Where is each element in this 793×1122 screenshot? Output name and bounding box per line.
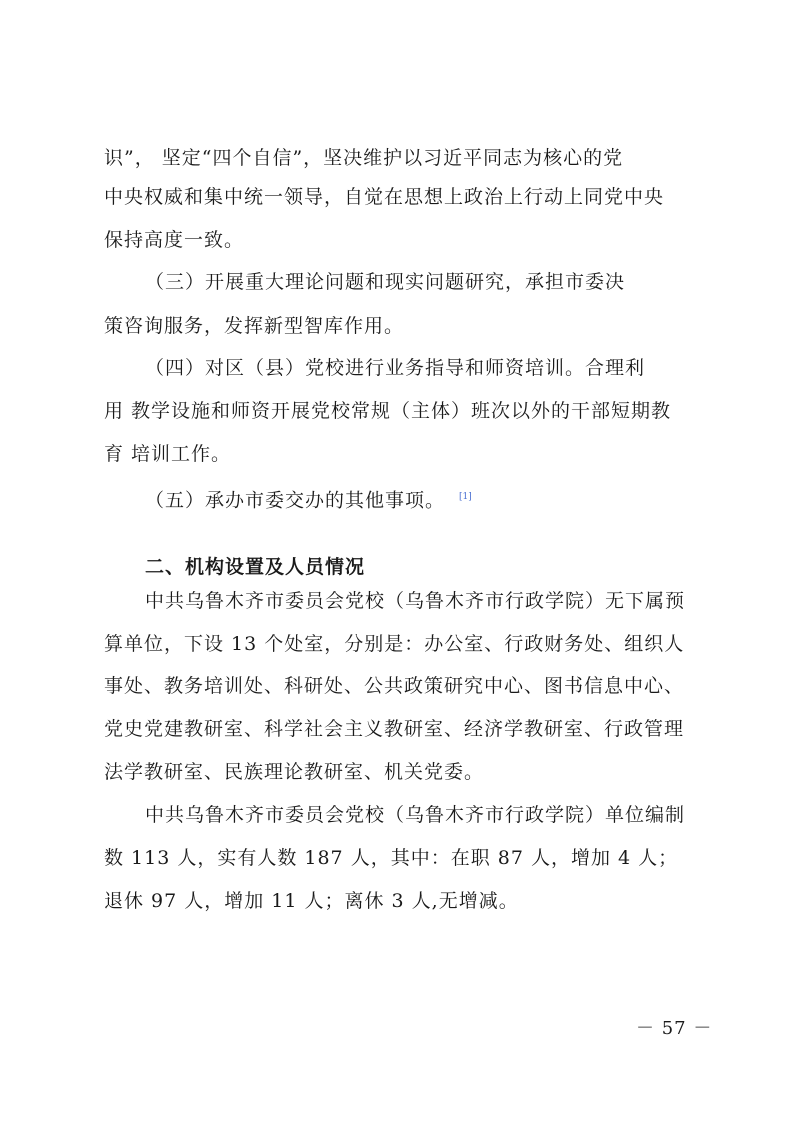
paragraph-line: 识”， 坚定“四个自信”，坚决维护以习近平同志为核心的党 <box>104 147 624 169</box>
paragraph-line: （三）开展重大理论问题和现实问题研究，承担市委决 <box>145 271 626 293</box>
paragraph-line: 党史党建教研室、科学社会主义教研室、经济学教研室、行政管理 <box>104 718 685 740</box>
paragraph-line: 退休 97 人，增加 11 人；离休 3 人,无增减。 <box>104 890 519 912</box>
paragraph-line: 策咨询服务，发挥新型智库作用。 <box>104 315 405 337</box>
paragraph-line: 中共乌鲁木齐市委员会党校（乌鲁木齐市行政学院）单位编制 <box>145 804 686 826</box>
section-heading: 二、机构设置及人员情况 <box>145 556 366 578</box>
footnote-reference[interactable]: [1] <box>459 492 472 502</box>
paragraph-line: 中央权威和集中统一领导，自觉在思想上政治上行动上同党中央 <box>104 186 665 208</box>
paragraph-line <box>145 485 725 512</box>
paragraph-line: 中共乌鲁木齐市委员会党校（乌鲁木齐市行政学院）无下属预 <box>145 590 686 612</box>
paragraph-text: （五）承办市委交办的其他事项。 <box>145 489 446 512</box>
paragraph-line: 用 教学设施和师资开展党校常规（主体）班次以外的干部短期教 <box>104 400 672 422</box>
page-number: － 57 － <box>636 1018 713 1039</box>
paragraph-line: 保持高度一致。 <box>104 229 245 251</box>
paragraph-line: 数 113 人，实有人数 187 人，其中：在职 87 人，增加 4 人； <box>104 847 679 869</box>
paragraph-line: 算单位，下设 13 个处室，分别是：办公室、行政财务处、组织人 <box>104 633 685 655</box>
paragraph-line: 法学教研室、民族理论教研室、机关党委。 <box>104 761 485 783</box>
paragraph-line: （四）对区（县）党校进行业务指导和师资培训。合理利 <box>145 357 646 379</box>
paragraph-line: 事处、教务培训处、科研处、公共政策研究中心、图书信息中心、 <box>104 675 685 697</box>
paragraph-line: 育 培训工作。 <box>104 443 232 465</box>
